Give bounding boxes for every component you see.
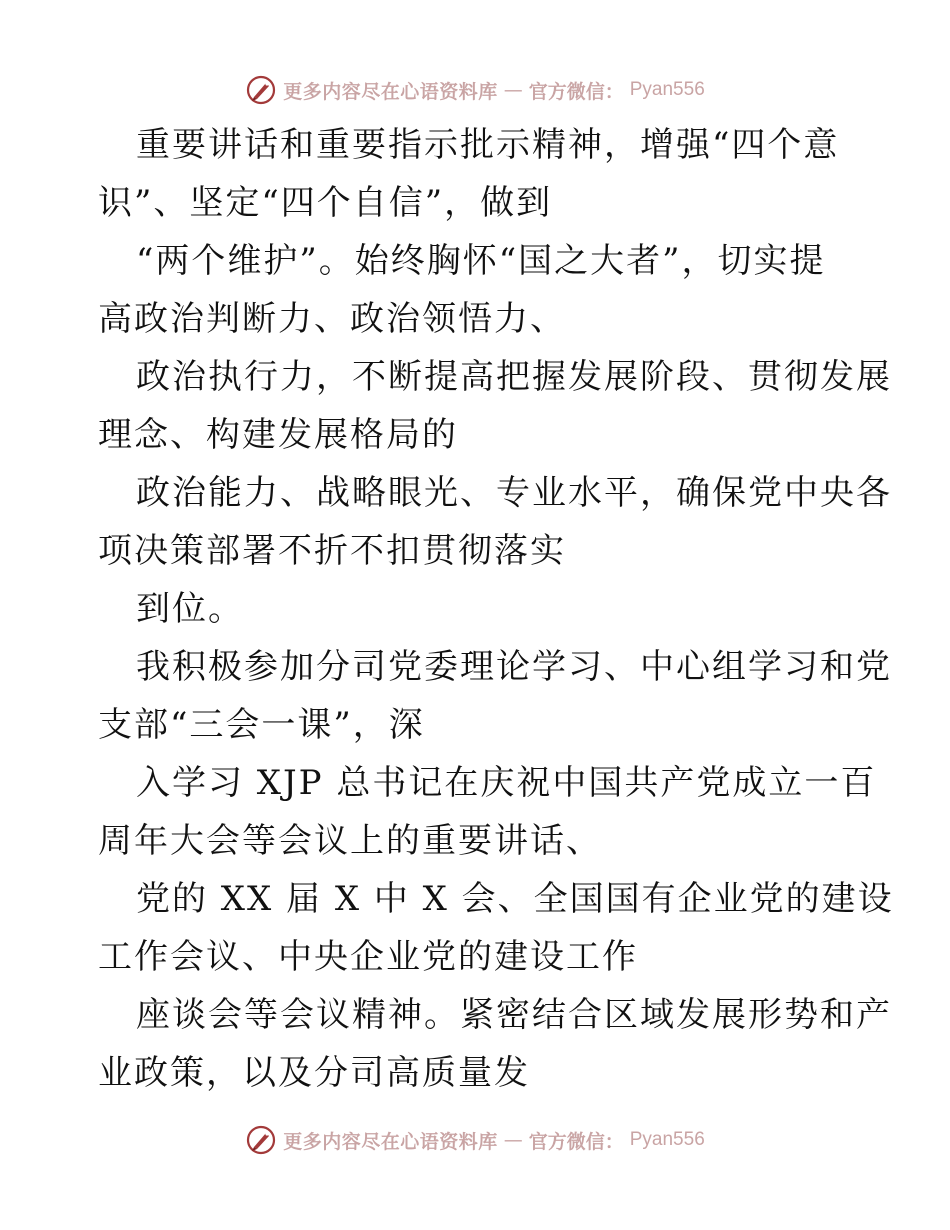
quill-pen-logo-icon (245, 74, 277, 106)
body-line: 理念、构建发展格局的 (98, 415, 458, 455)
footer-watermark (0, 1120, 950, 1160)
watermark-separator: — (503, 79, 523, 101)
watermark-wechat-label: 官方微信： (528, 1130, 624, 1153)
body-line: 高政治判断力、政治领悟力、 (98, 299, 566, 339)
watermark-separator: — (503, 1129, 523, 1151)
body-line: 重要讲话和重要指示批示精神，增强“四个意 (136, 125, 840, 165)
body-line: 工作会议、中央企业党的建设工作 (98, 937, 638, 977)
watermark-text: 更多内容尽在心语资料库 (283, 80, 498, 103)
body-line: 政治能力、战略眼光、专业水平，确保党中央各 (136, 473, 892, 513)
watermark-wechat-id: Pyan556 (629, 79, 705, 100)
body-line: 项决策部署不折不扣贯彻落实 (98, 531, 566, 571)
header-watermark (0, 70, 950, 110)
watermark-wechat-label: 官方微信： (528, 80, 624, 103)
body-line: 支部“三会一课”，深 (98, 705, 425, 745)
body-line: 我积极参加分司党委理论学习、中心组学习和党 (136, 647, 892, 687)
body-line: “两个维护”。始终胸怀“国之大者”，切实提 (136, 241, 826, 281)
body-line: 识”、坚定“四个自信”，做到 (98, 183, 553, 223)
body-line: 政治执行力，不断提高把握发展阶段、贯彻发展 (136, 357, 892, 397)
watermark-text: 更多内容尽在心语资料库 (283, 1130, 498, 1153)
body-line: 党的 XX 届 X 中 X 会、全国国有企业党的建设 (136, 879, 894, 919)
body-line: 周年大会等会议上的重要讲话、 (98, 821, 602, 861)
quill-pen-logo-icon (245, 1124, 277, 1156)
body-line: 到位。 (136, 589, 244, 629)
body-line: 入学习 XJP 总书记在庆祝中国共产党成立一百 (136, 763, 877, 803)
body-line: 业政策，以及分司高质量发 (98, 1053, 530, 1093)
watermark-wechat-id: Pyan556 (629, 1129, 705, 1150)
body-line: 座谈会等会议精神。紧密结合区域发展形势和产 (136, 995, 892, 1035)
document-body (98, 116, 894, 1102)
